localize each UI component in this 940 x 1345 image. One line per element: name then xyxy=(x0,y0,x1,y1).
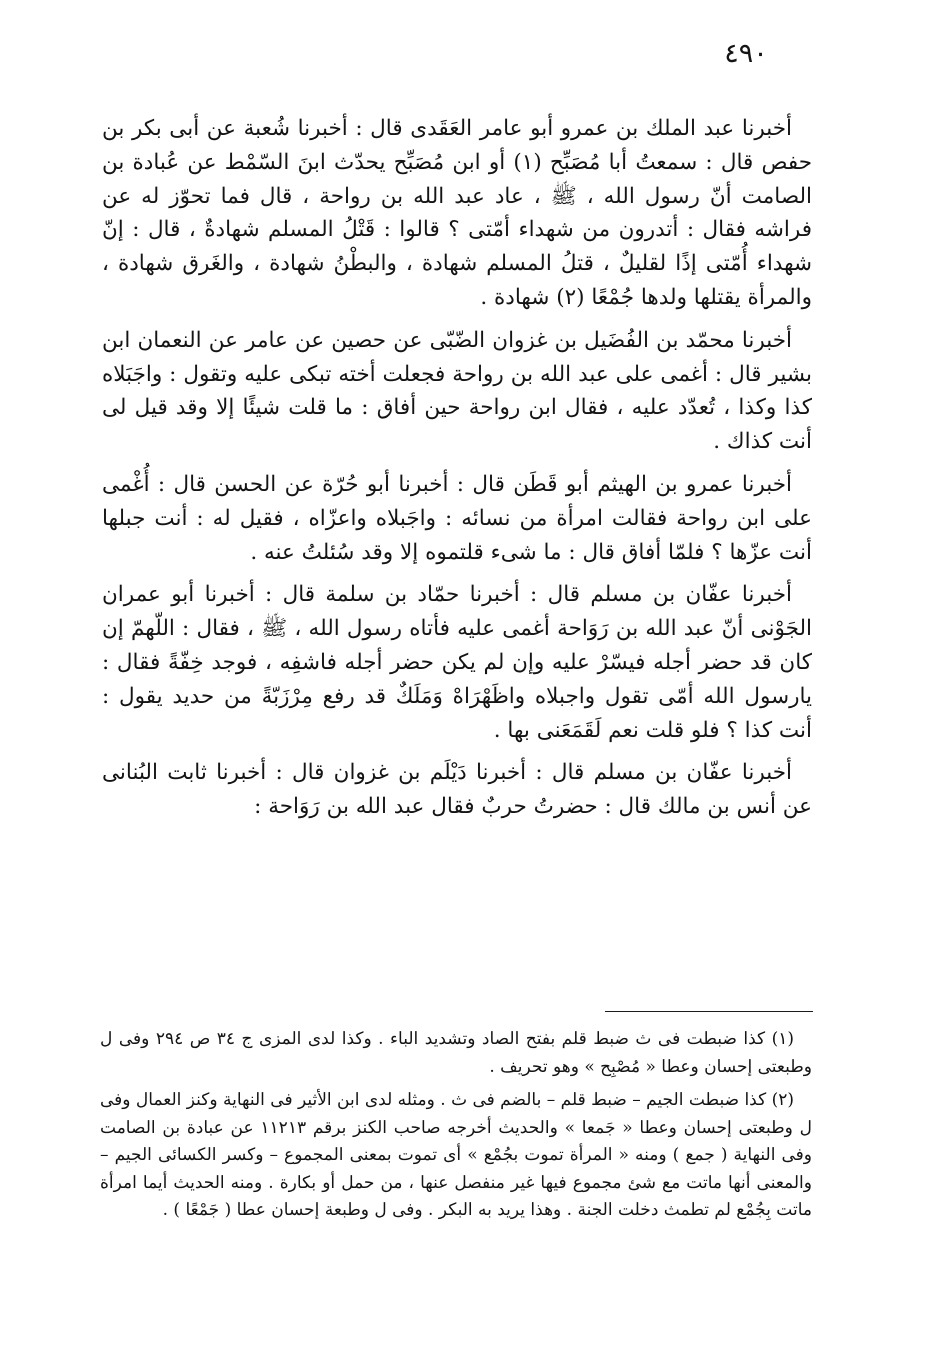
page-number: ٤٩٠ xyxy=(724,38,768,69)
footnotes xyxy=(100,1026,812,1231)
paragraph: أخبرنا عمرو بن الهيثم أبو قَطَن قال : أخبرنا أبو حُرّة عن الحسن قال : أُغْمى على ابن رواحة فقالت امرأة من نسائه : واجَبلاه واعزّاه ، فقيل له : أنت جبلها أنت عزّها ؟ فلمّا أفاق قال : ما شىء قلتموه إلا وقد سُئلتُ عنه . xyxy=(102,471,812,565)
paragraph: أخبرنا عفّان بن مسلم قال : أخبرنا دَيْلَم بن غزوان قال : أخبرنا ثابت البُنانى عن أنس بن مالك قال : حضرتُ حربٌ فقال عبد الله بن رَوَاحة : xyxy=(102,760,812,820)
paragraph: أخبرنا عفّان بن مسلم قال : أخبرنا حمّاد بن سلمة قال : أخبرنا أبو عمران الجَوْنى أنّ عبد الله بن رَوَاحة أغمى عليه فأتاه رسول الله ، ﷺ ، فقال : اللّهمّ إن كان قد حضر أجله فيسّرْ عليه وإن لم يكن حضر أجله فاشفِه ، فوجد خِفّةً فقال : يارسول الله أمّى تقول واجبلاه واظَهْرَاهْ وَمَلَكٌ قد رفع مِرْزَبّةً من حديد يقول : أنت كذا ؟ فلو قلت نعم لَقَمَعَنى بها . xyxy=(102,582,812,743)
footnote-separator xyxy=(605,1011,813,1012)
footnote: (٢) كذا ضبطت الجيم – ضبط قلم – بالضم فى ث . ومثله لدى ابن الأثير فى النهاية وكنز العمال وفى ل وطبعتى إحسان وعطا « جَمعا » والحديث أخرجه صاحب الكنز برقم ١١٢١٣ عن عبادة بن الصامت وفى النهاية ( جمع ) ومنه « المرأة تموت بجُمْع » أى تموت بمعنى المجموع – وكسر الكسائى الجيم – والمعنى أنها ماتت مع شئ مجموع فيها غير منفصل عنها ، من حمل أو بكارة . ومنه الحديث أيما امرأة ماتت بِجُمْع لم تطمث دخلت الجنة . وهذا يريد به البكر . وفى ل وطبعة إحسان عطا ( جَمْعًا ) . xyxy=(100,1090,812,1220)
paragraph: أخبرنا عبد الملك بن عمرو أبو عامر العَقَدى قال : أخبرنا شُعبة عن أبى بكر بن حفص قال : سمعتُ أبا مُصَبِّح (١) أو ابن مُصَبِّح يحدّث ابنَ السّمْط عن عُبادة بن الصامت أنّ رسول الله ، ﷺ ، عاد عبد الله بن رواحة ، قال فما تحوّز له عن فراشه فقال : أتدرون من شهداء أمّتى ؟ قالوا : قَتْلُ المسلم شهادةٌ ، قال : إنّ شهداء أُمّتى إذًا لقليلٌ ، قتلُ المسلم شهادة ، والبطْنُ شهادة ، والغَرق شهادة ، والمرأة يقتلها ولدها جُمْعًا (٢) شهادة . xyxy=(102,116,813,310)
paragraph: أخبرنا محمّد بن الفُضَيل بن غزوان الضّبّى عن حصين عن عامر عن النعمان ابن بشير قال : أغمى على عبد الله بن رواحة فجعلت أخته تبكى عليه وتقول : واجَبَلاه كذا وكذا ، تُعدّد عليه ، فقال ابن رواحة حين أفاق : ما قلت شيئًا إلا وقد قيل لى أنت كذاك . xyxy=(102,327,812,455)
main-text xyxy=(102,112,812,833)
footnote: (١) كذا ضبطت فى ث ضبط قلم بفتح الصاد وتشديد الباء . وكذا لدى المزى ج ٣٤ ص ٢٩٤ وفى ل وطبعتى إحسان وعطا « مُصْبِح » وهو تحريف . xyxy=(100,1029,812,1077)
